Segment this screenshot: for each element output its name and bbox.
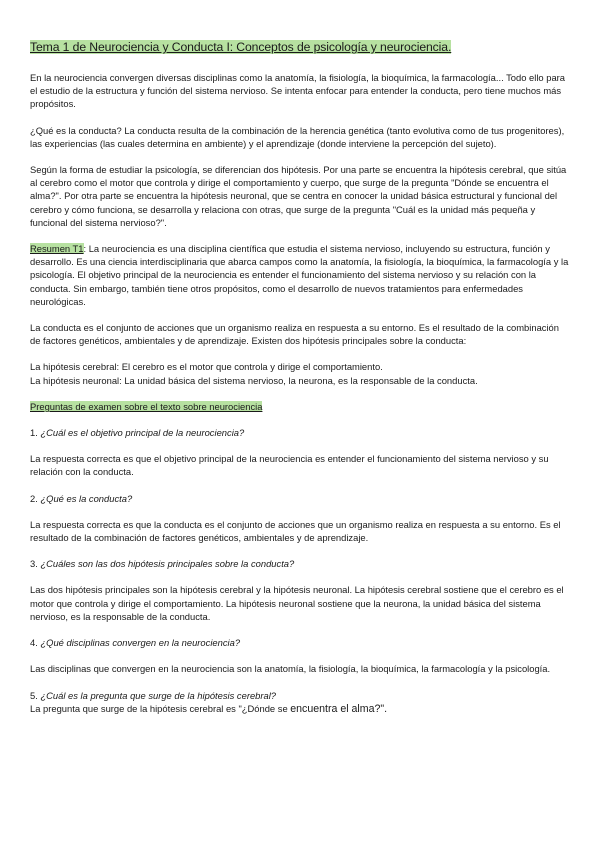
hipotesis-cerebral-line: La hipótesis cerebral: El cerebro es el motor que controla y dirige el comportamiento. — [30, 361, 383, 373]
question-5 — [30, 689, 570, 702]
question-text: ¿Cuál es el objetivo principal de la neurociencia? — [40, 427, 245, 439]
answer-5 — [30, 702, 570, 716]
resumen-text: : La neurociencia es una disciplina científica que estudia el sistema nervioso, incluyendo su estructura, función y desarrollo. Es una ciencia interdisciplinaria que abarca campos como la anatomía, la fisiología, la bioquímica, la farmacología y la psicología. El objetivo principal de la neurociencia es entender el funcionamiento del sistema nervioso y su relación con la conducta. Sin embargo, también tiene otros propósitos, como el desarrollo de nuevos tratamientos para enfermedades neurológicas. — [30, 243, 569, 307]
answer-1: La respuesta correcta es que el objetivo principal de la neurociencia es entender el funcionamiento del sistema nervioso y su relación con la conducta. — [30, 453, 549, 478]
preguntas-heading — [30, 400, 570, 413]
question-number: 5. — [30, 689, 41, 701]
title-wrapper — [30, 40, 570, 55]
intro-paragraph: En la neurociencia convergen diversas disciplinas como la anatomía, la fisiología, la bioquímica, la farmacología... Todo ello para el estudio de la estructura y función del sistema nervioso. Se intenta enfocar para entender la conducta, pero tiene muchos más propósitos. — [30, 72, 566, 110]
answer-5-emphasis: encuentra el alma?". — [290, 702, 388, 715]
answer-3: Las dos hipótesis principales son la hipótesis cerebral y la hipótesis neuronal. La hipótesis cerebral sostiene que el cerebro es el motor que controla y dirige el comportamiento. La hipótesis neuronal sostiene que la neurona, la unidad básica del sistema nervioso, es la responsable de la conducta. — [30, 584, 564, 622]
resumen-label: Resumen T1 — [30, 243, 84, 255]
question-text: ¿Cuál es la pregunta que surge de la hipótesis cerebral? — [40, 689, 276, 701]
conducta-definition: La conducta es el conjunto de acciones que un organismo realiza en respuesta a su entorno. Es el resultado de la combinación de factores genéticos, ambientales y de aprendizaje. Existen dos hipótesis principales sobre la conducta: — [30, 322, 559, 347]
question-text: ¿Qué es la conducta? — [40, 492, 133, 504]
question-number: 2. — [30, 492, 41, 504]
question-2 — [30, 492, 570, 505]
hipotesis-neuronal-line: La hipótesis neuronal: La unidad básica del sistema nervioso, la neurona, es la responsable de la conducta. — [30, 374, 478, 386]
question-text: ¿Cuáles son las dos hipótesis principales sobre la conducta? — [40, 558, 295, 570]
resumen-paragraph — [30, 242, 570, 308]
answer-4: Las disciplinas que convergen en la neurociencia son la anatomía, la fisiología, la bioquímica, la farmacología y la psicología. — [30, 663, 551, 675]
question-1 — [30, 426, 570, 439]
answer-2: La respuesta correcta es que la conducta es el conjunto de acciones que un organismo realiza en respuesta a su entorno. Es el resultado de la combinación de factores genéticos, ambientales y de aprendizaje. — [30, 518, 561, 544]
hipotesis-paragraph: Según la forma de estudiar la psicología, se diferencian dos hipótesis. Por una parte se encuentra la hipótesis cerebral, que sitúa al cerebro como el motor que controla y dirige el comportamiento y cuerpo, que surge de la pregunta "Dónde se encuentra el alma?". Por otra parte se encuentra la hipótesis neuronal, que se centra en conocer la unidad básica estructural y funcional del cerebro y cómo funciona, se desarrolla y relaciona con otras, que surge de la pregunta "Cuál es la unidad más pequeña y funcional del sistema nervioso?". — [30, 164, 567, 228]
document-title: Tema 1 de Neurociencia y Conducta I: Conceptos de psicología y neurociencia. — [30, 40, 452, 54]
answer-5-prefix: La pregunta que surge de la hipótesis cerebral es "¿Dónde se — [30, 702, 291, 714]
question-number: 3. — [30, 558, 41, 570]
question-number: 4. — [30, 637, 41, 649]
question-text: ¿Qué disciplinas convergen en la neurociencia? — [40, 637, 241, 649]
preguntas-label: Preguntas de examen sobre el texto sobre neurociencia — [30, 400, 263, 412]
question-number: 1. — [30, 427, 41, 439]
question-3 — [30, 557, 570, 570]
conducta-paragraph: ¿Qué es la conducta? La conducta resulta de la combinación de la herencia genética (tanto evolutiva como de tus progenitores), las experiencias (las cuales determina en ambiente) y el aprendizaje (donde interviene la percepción del sujeto). — [30, 124, 565, 149]
question-4 — [30, 636, 570, 649]
